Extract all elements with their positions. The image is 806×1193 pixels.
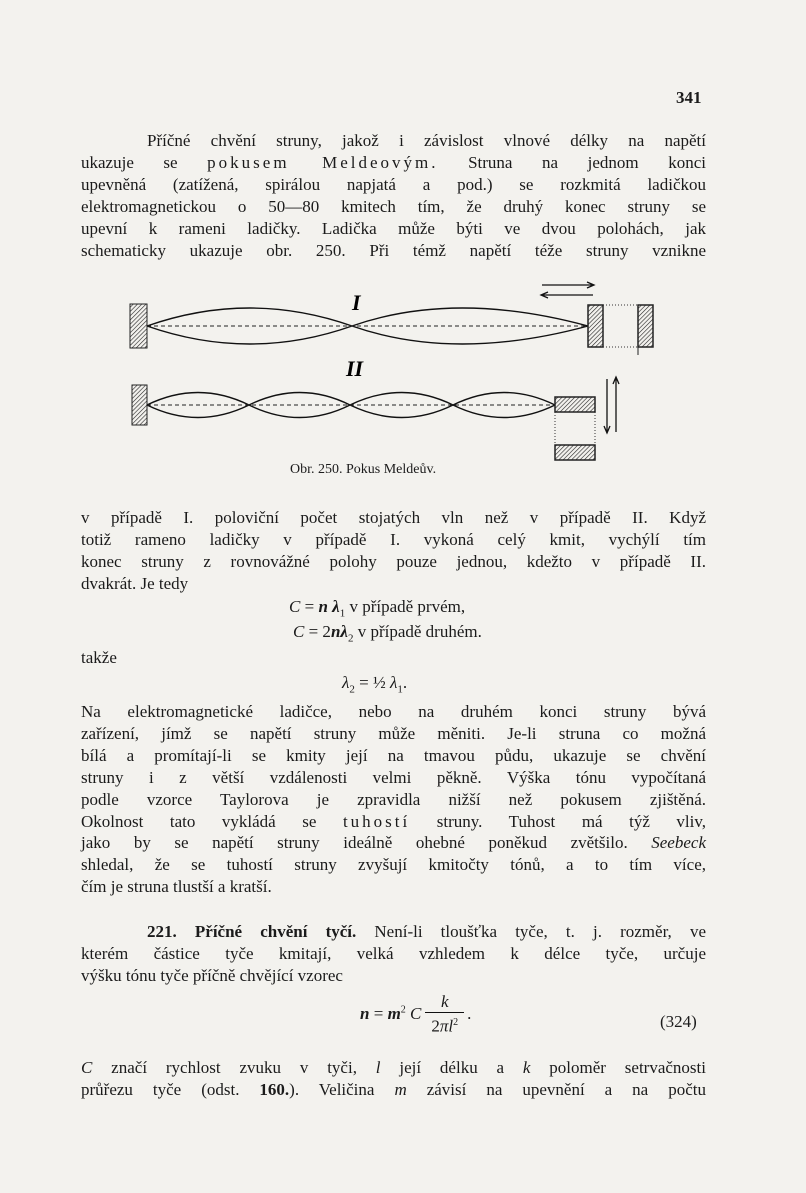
fraction [425,992,464,1037]
formula-part: v případě prvém, [345,597,466,616]
formula-case-2 [293,622,482,644]
formula-part: n [360,1004,370,1024]
text-span: 160. [259,1079,290,1099]
formula-part: . [402,673,408,692]
formula-part: π [439,1016,449,1036]
text-line: konec struny z rovnovážné polohy pouze jednou, kdežto v případě II. [81,551,706,571]
formula-part: C [289,597,301,616]
formula-part: n λ [318,597,340,616]
paragraph-3 [81,701,706,898]
text-line: Příčné chvění struny, jakož i závislost vlnové délky na napětí [147,131,706,150]
text-line: výšku tónu tyče příčně chvějící vzorec [81,965,343,985]
text-span: l [375,1058,381,1077]
formula-part: l [448,1016,454,1036]
text-span: Struna na jednom konci [438,152,706,172]
label-case-II: II [346,356,364,381]
formula-lhs [360,1004,421,1024]
text-span: závisí na upevnění a na počtu [406,1079,706,1099]
text-line: bílá a promítají-li se kmity její na tmavou půdu, ukazuje se chvění [81,745,706,765]
text-line: zařízení, jímž se napětí struny může měniti. Je-li struna co možná [81,723,706,743]
text-takze: takže [81,648,117,667]
text-line: dvakrát. Je tedy [81,573,189,593]
arrow-left-icon [541,292,593,298]
fraction-numerator [435,992,455,1012]
fork-arm-II-alt [555,445,595,460]
paragraph-after-formula [81,1057,706,1101]
text-span: C [81,1058,93,1077]
text-span: struny. Tuhost má týž vliv, [410,811,707,831]
text-line: kterém částice tyče kmitají, velká vzhledem k délce tyče, určuje [81,943,706,963]
page-number: 341 [676,88,702,107]
section-number: 221. [147,922,177,941]
text-span: Není-li tloušťka tyče, t. j. rozměr, ve [356,922,706,941]
text-line [81,832,706,854]
formula-part: = ½ [354,673,390,692]
paragraph-2 [81,507,706,595]
formula-part: 2 [349,683,355,696]
text-line: upevní k rameni ladičky. Ladička může býti ve dvou polohách, jak [81,218,706,238]
text-line [81,921,706,943]
fraction-denominator [425,1012,464,1037]
text-line: elektromagnetickou o 50—80 kmitech tím, že druhý konec struny se [81,196,706,216]
spaced-emphasis: tuhostí [342,811,411,831]
text-line: Na elektromagnetické ladičce, nebo na druhém konci struny bývá [81,702,706,721]
formula-part: k [441,992,449,1011]
text-span: k [522,1058,531,1077]
formula-part: 2 [347,632,354,645]
formula-part: 2 [431,1016,440,1036]
formula-part: 1 [339,607,346,620]
formula-lambda-ratio [342,673,407,695]
section-title: Příčné chvění tyčí. [194,922,357,941]
formula-part: λ [389,673,398,692]
formula-part: nλ [330,622,348,641]
text-line: upevněná (zatížená, spirálou napjatá a pod.) se rozkmitá ladičkou [81,174,706,194]
label-case-I: I [352,290,361,315]
text-span: ukazuje se [81,152,208,172]
arrow-up-icon [613,377,619,432]
text-line [81,1079,706,1101]
formula-part: = [369,1004,388,1024]
formula-324 [360,992,471,1037]
arrow-right-icon [542,282,594,288]
wall-left-I [130,304,147,348]
text-line: v případě I. poloviční počet stojatých vln než v případě II. Když [81,508,706,527]
fork-arm-II [555,397,595,412]
formula-case-1 [289,597,465,619]
formula-part: = [300,597,319,616]
text-line: schematicky ukazuje obr. 250. Při témž napětí téže struny vznikne [81,240,706,260]
wall-left-II [132,385,147,425]
formula-part: 2 [400,1004,406,1016]
text-line [81,811,706,833]
formula-part: v případě druhém. [353,622,482,641]
fork-arm-I [588,305,603,347]
spaced-emphasis: pokusem Meldeovým. [207,152,439,172]
section-221 [81,921,706,987]
text-line: totiž rameno ladičky v případě I. vykoná celý kmit, vychýlí tím [81,529,706,549]
formula-part: = 2 [304,622,331,641]
equation-number: (324) [660,1012,697,1031]
figure-caption: Obr. 250. Pokus Meldeův. [290,462,437,477]
text-span: m [394,1079,407,1099]
text-span: její délku a [380,1058,523,1077]
text-line: podle vzorce Taylorova je zpravidla nižší než pokusem zjištěná. [81,789,706,809]
text-line: struny i z větší vzdálenosti velmi pěkně. Výška tónu vypočítaná [81,767,706,787]
formula-part: . [467,1004,472,1024]
text-span: Okolnost tato vykládá se [81,811,343,831]
formula-part: m [387,1004,401,1024]
text-line: čím je struna tlustší a kratší. [81,877,272,897]
formula-part: C [405,1004,422,1024]
text-span: značí rychlost zvuku v tyči, [92,1058,376,1077]
formula-part: 2 [453,1017,459,1028]
text-line [81,1057,706,1079]
fork-arm-I-alt [638,305,653,347]
formula-part: C [293,622,305,641]
text-span: poloměr setrvačnosti [530,1058,706,1077]
formula-part: 1 [397,683,403,696]
text-span: jako by se napětí struny ideálně ohebné poněkud zvětšilo. [81,833,652,853]
text-span: ). Veličina [289,1079,395,1099]
formula-part: λ [342,673,350,692]
arrow-down-icon [604,379,610,433]
text-line: shledal, že se tuhostí struny zvyšují kmitočty tónů, a to tím více, [81,855,706,875]
text-span: průřezu tyče (odst. [81,1079,260,1099]
italic-name: Seebeck [651,833,706,853]
